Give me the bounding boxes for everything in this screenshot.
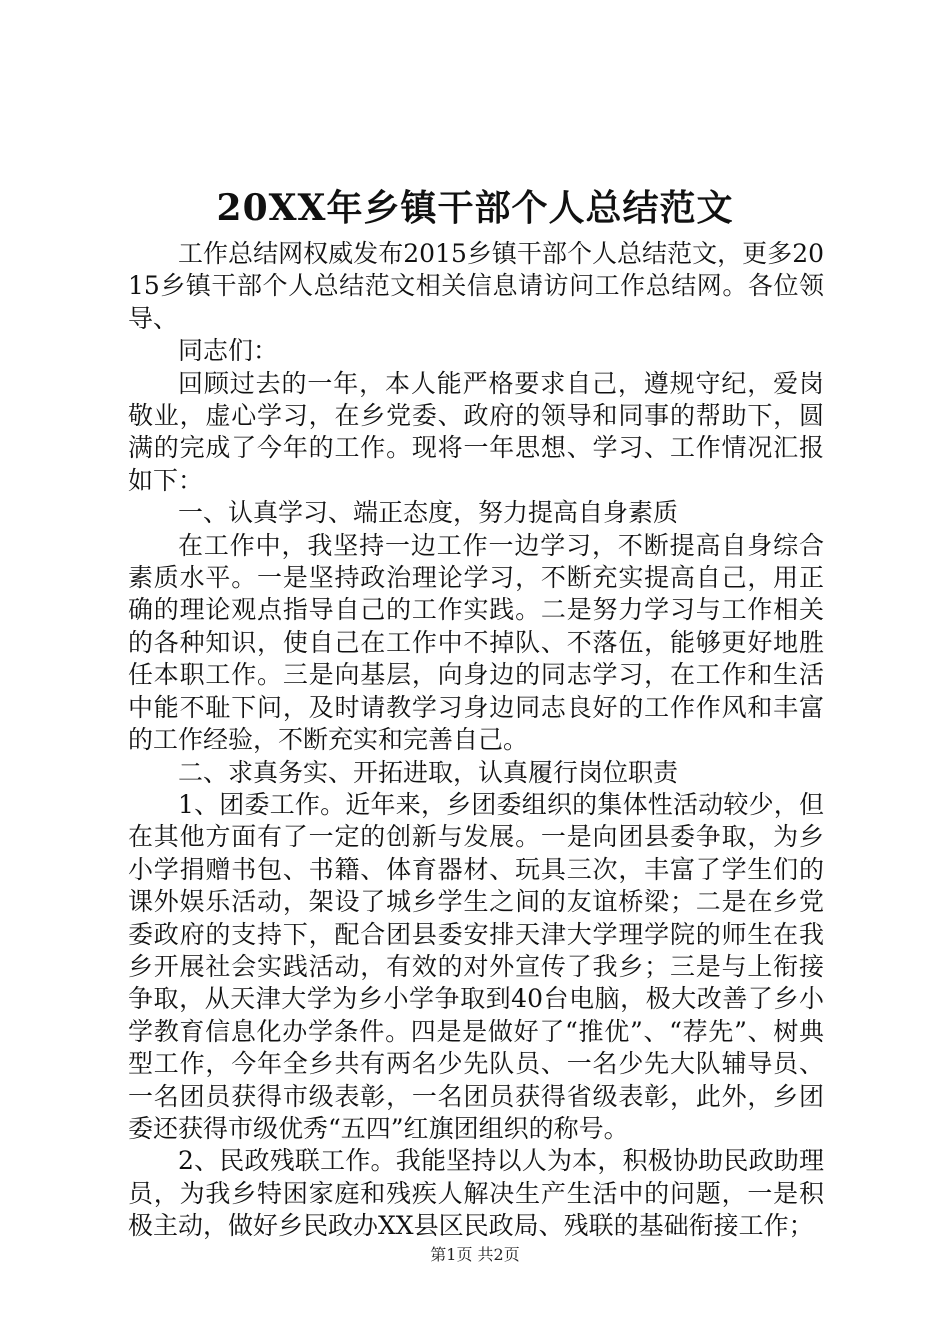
paragraph-study: 在工作中，我坚持一边工作一边学习，不断提高自身综合素质水平。一是坚持政治理论学习，不断充实提高自己，用正确的理论观点指导自己的工作实践。二是努力学习与工作相关的各种知识，使自己在工作中不掉队、不落伍，能够更好地胜任本职工作。三是向基层，向身边的同志学习，在工作和生活中能不耻下问，及时请教学习身边同志良好的工作作风和丰富的工作经验，不断充实和完善自己。	[128, 530, 824, 755]
paragraph-civil-affairs: 2、民政残联工作。我能坚持以人为本，积极协助民政助理员，为我乡特困家庭和残疾人解决生产生活中的问题，一是积极主动，做好乡民政办XX县区民政局、残联的基础衔接工作；	[128, 1146, 824, 1241]
section-heading-1: 一、认真学习、端正态度，努力提高自身素质	[178, 498, 679, 528]
section-heading-2: 二、求真务实、开拓进取，认真履行岗位职责	[178, 757, 679, 787]
paragraph-salutation: 同志们：	[178, 336, 279, 366]
paragraph-intro: 工作总结网权威发布2015乡镇干部个人总结范文，更多2015乡镇干部个人总结范文相关信息请访问工作总结网。各位领导、	[128, 239, 824, 333]
paragraph-review: 回顾过去的一年，本人能严格要求自己，遵规守纪，爱岗敬业，虚心学习，在乡党委、政府的领导和同事的帮助下，圆满的完成了今年的工作。现将一年思想、学习、工作情况汇报如下：	[128, 368, 824, 495]
document-body	[128, 238, 824, 1243]
paragraph-youth-league: 1、团委工作。近年来，乡团委组织的集体性活动较少，但在其他方面有了一定的创新与发展。一是向团县委争取，为乡小学捐赠书包、书籍、体育器材、玩具三次，丰富了学生们的课外娱乐活动，架设了城乡学生之间的友谊桥梁；二是在乡党委政府的支持下，配合团县委安排天津大学理学院的师生在我乡开展社会实践活动，有效的对外宣传了我乡；三是与上衔接争取，从天津大学为乡小学争取到40台电脑，极大改善了乡小学教育信息化办学条件。四是是做好了“推优”、“荐先”、树典型工作，今年全乡共有两名少先队员、一名少先大队辅导员、一名团员获得市级表彰，一名团员获得省级表彰，此外，乡团委还获得市级优秀“五四”红旗团组织的称号。	[128, 789, 824, 1143]
document-title: 20XX年乡镇干部个人总结范文	[216, 187, 734, 229]
page-number-footer: 第1页 共2页	[430, 1245, 520, 1264]
